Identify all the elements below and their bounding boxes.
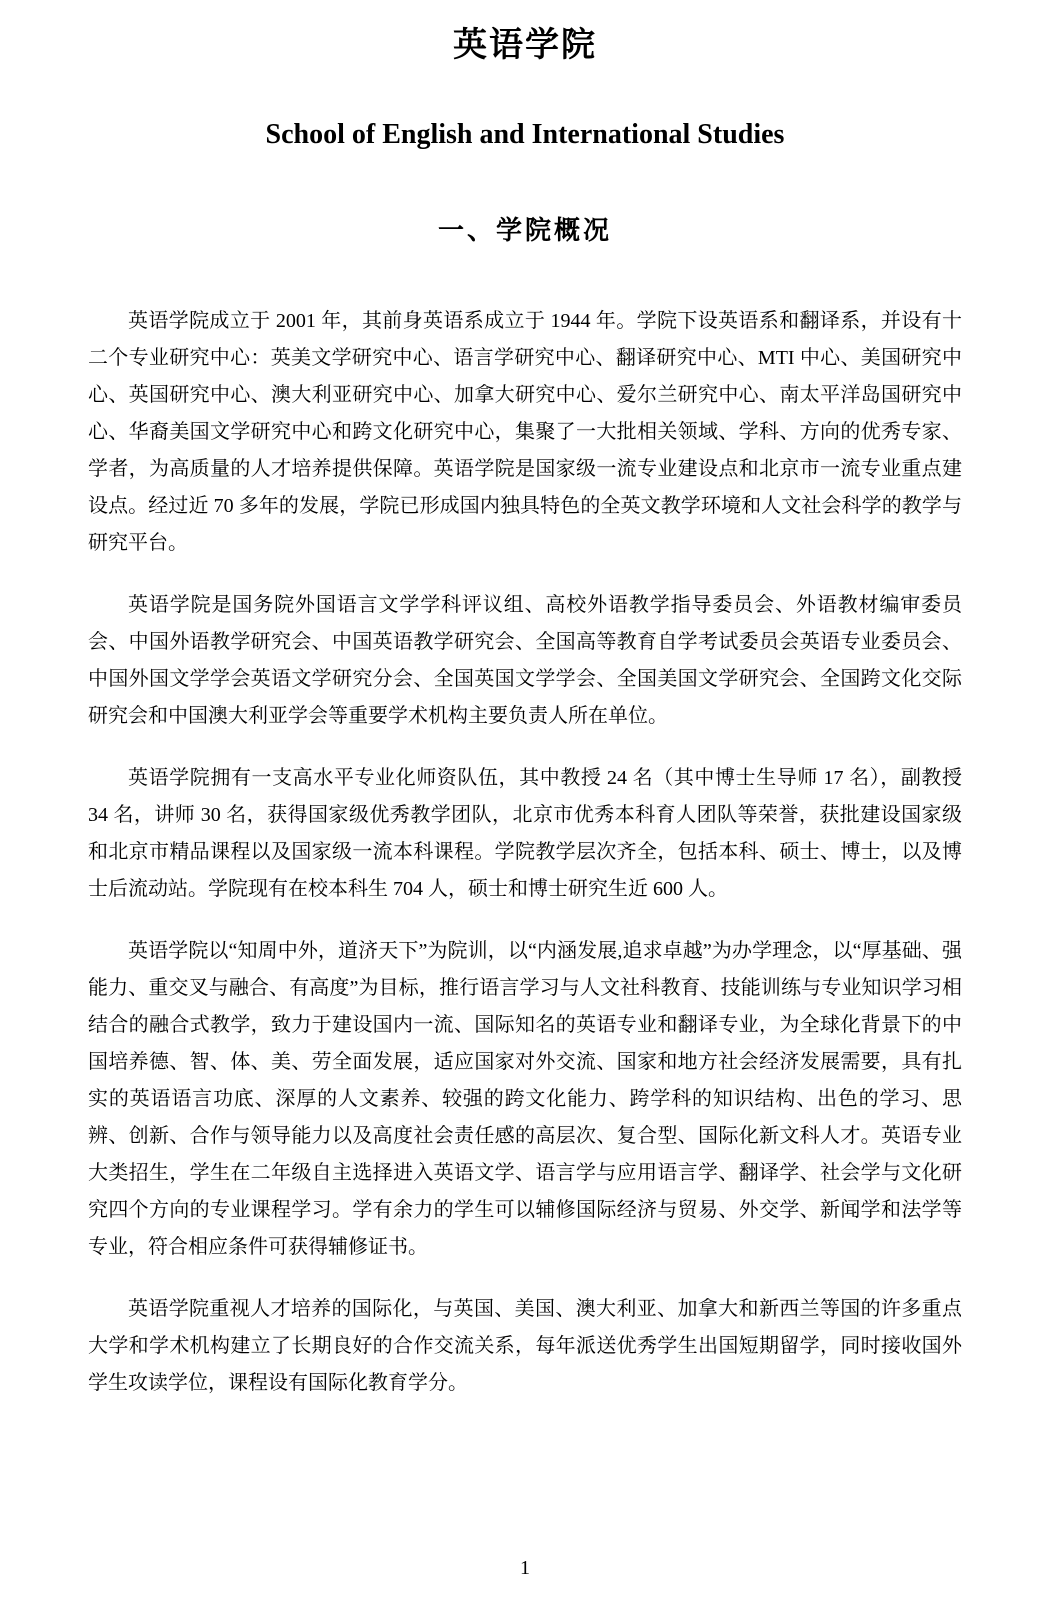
page-title-chinese: 英语学院: [453, 27, 597, 64]
page-title-english: School of English and International Studies: [265, 119, 785, 150]
paragraph-education-philosophy: 英语学院以“知周中外，道济天下”为院训，以“内涵发展,追求卓越”为办学理念，以“厚基础、强能力、重交叉与融合、有高度”为目标，推行语言学习与人文社科教育、技能训练与专业知识学习相结合的融合式教学，致力于建设国内一流、国际知名的英语专业和翻译专业，为全球化背景下的中国培养德、智、体、美、劳全面发展，适应国家对外交流、国家和地方社会经济发展需要，具有扎实的英语语言功底、深厚的人文素养、较强的跨文化能力、跨学科的知识结构、出色的学习、思辨、创新、合作与领导能力以及高度社会责任感的高层次、复合型、国际化新文科人才。英语专业大类招生，学生在二年级自主选择进入英语文学、语言学与应用语言学、翻译学、社会学与文化研究四个方向的专业课程学习。学有余力的学生可以辅修国际经济与贸易、外交学、新闻学和法学等专业，符合相应条件可获得辅修证书。: [88, 940, 962, 1258]
page-number: 1: [520, 1557, 530, 1579]
paragraph-overview: 英语学院成立于 2001 年，其前身英语系成立于 1944 年。学院下设英语系和翻译系，并设有十二个专业研究中心：英美文学研究中心、语言学研究中心、翻译研究中心、MTI 中心、美国研究中心、英国研究中心、澳大利亚研究中心、加拿大研究中心、爱尔兰研究中心、南太平洋岛国研究中心、华裔美国文学研究中心和跨文化研究中心，集聚了一大批相关领域、学科、方向的优秀专家、学者，为高质量的人才培养提供保障。英语学院是国家级一流专业建设点和北京市一流专业重点建设点。经过近 70 多年的发展，学院已形成国内独具特色的全英文教学环境和人文社会科学的教学与研究平台。: [88, 310, 962, 554]
paragraph-academic-institutions: 英语学院是国务院外国语言文学学科评议组、高校外语教学指导委员会、外语教材编审委员会、中国外语教学研究会、中国英语教学研究会、全国高等教育自学考试委员会英语专业委员会、中国外国文学学会英语文学研究分会、全国英国文学学会、全国美国文学研究会、全国跨文化交际研究会和中国澳大利亚学会等重要学术机构主要负责人所在单位。: [88, 594, 962, 727]
document-body: [88, 303, 962, 1402]
paragraph-faculty: 英语学院拥有一支高水平专业化师资队伍，其中教授 24 名（其中博士生导师 17 名），副教授 34 名，讲师 30 名，获得国家级优秀教学团队，北京市优秀本科育人团队等荣誉，获批建设国家级和北京市精品课程以及国家级一流本科课程。学院教学层次齐全，包括本科、硕士、博士，以及博士后流动站。学院现有在校本科生 704 人，硕士和博士研究生近 600 人。: [88, 767, 962, 900]
paragraph-internationalization: 英语学院重视人才培养的国际化，与英国、美国、澳大利亚、加拿大和新西兰等国的许多重点大学和学术机构建立了长期良好的合作交流关系，每年派送优秀学生出国短期留学，同时接收国外学生攻读学位，课程设有国际化教育学分。: [88, 1298, 962, 1394]
section-heading: 一、学院概况: [437, 216, 612, 245]
